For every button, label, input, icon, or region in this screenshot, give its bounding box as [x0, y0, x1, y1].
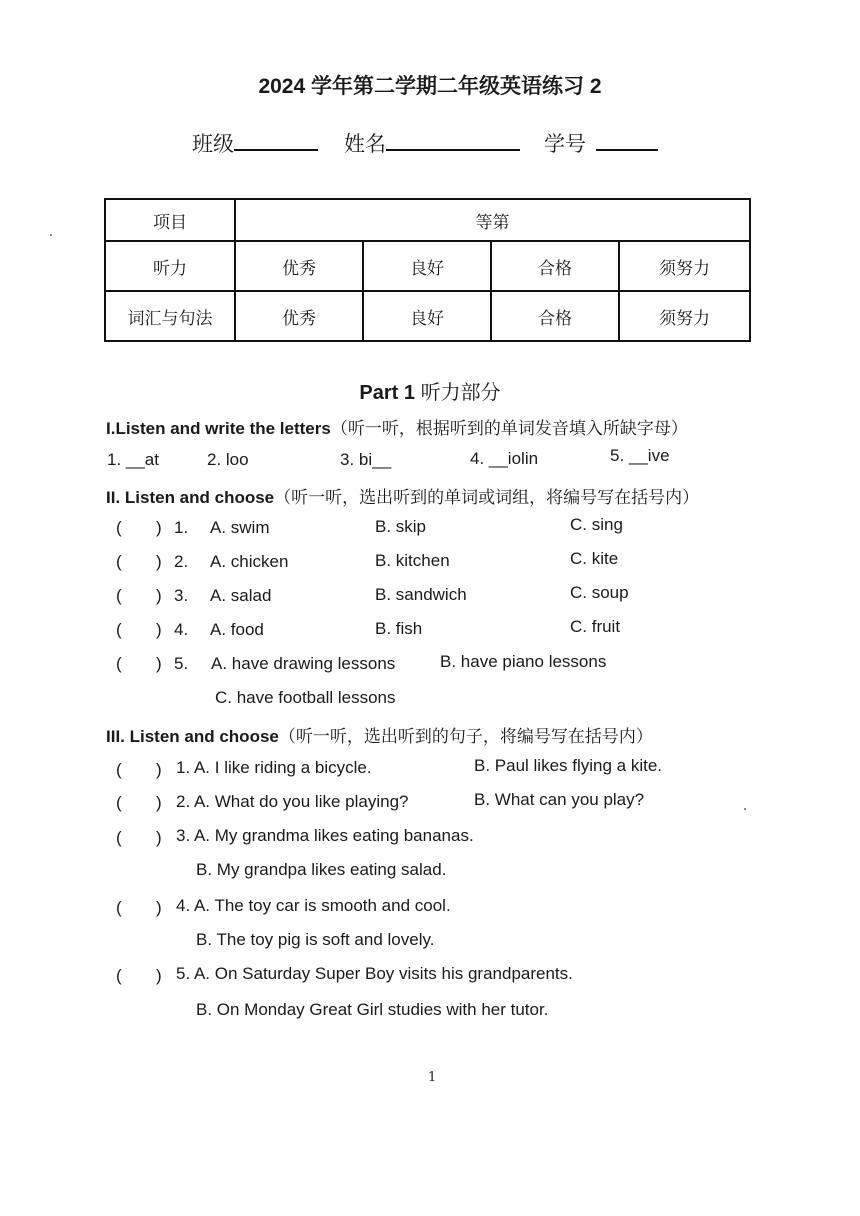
table-row-item: 听力	[105, 241, 235, 291]
class-field	[192, 128, 318, 158]
section1-item: 2. loo	[207, 450, 249, 469]
section3-title: III. Listen and choose	[106, 727, 279, 746]
question-number: 2.	[174, 552, 189, 571]
sentence-option-a: 1. A. I like riding a bicycle.	[176, 758, 372, 777]
page-title: 2024 学年第二学期二年级英语练习 2	[258, 75, 602, 98]
name-label: 姓名	[344, 133, 386, 156]
section3-instruction: （听一听，选出听到的句子，将编号写在括号内）	[278, 727, 653, 746]
table-header-item: 项目	[105, 199, 235, 241]
sentence-option-a: 4. A. The toy car is smooth and cool.	[176, 896, 451, 915]
option-c: C. kite	[570, 549, 619, 568]
answer-bracket-open[interactable]: (	[116, 760, 122, 779]
sentence-option-b: B. On Monday Great Girl studies with her tutor.	[196, 1000, 549, 1019]
table-row-item: 词汇与句法	[105, 291, 235, 341]
student-number-field	[544, 128, 658, 158]
sentence-option-b: B. What can you play?	[474, 790, 645, 809]
option-a: A. food	[210, 620, 264, 639]
name-field	[344, 128, 520, 158]
answer-bracket-open[interactable]: (	[116, 654, 122, 673]
answer-bracket-open[interactable]: (	[116, 586, 122, 605]
student-number-blank[interactable]	[596, 129, 658, 151]
answer-bracket-close: )	[156, 828, 162, 847]
section2-heading	[106, 483, 699, 508]
option-a: A. salad	[210, 586, 272, 605]
answer-bracket-open[interactable]: (	[116, 552, 122, 571]
scan-speck	[744, 808, 746, 810]
answer-bracket-open[interactable]: (	[116, 518, 122, 537]
section2-title: II. Listen and choose	[106, 488, 275, 507]
section1-title: I.Listen and write the letters	[106, 419, 331, 438]
answer-bracket-close: )	[156, 518, 162, 537]
table-row	[105, 241, 750, 291]
sentence-option-a: 2. A. What do you like playing?	[176, 792, 409, 811]
answer-bracket-close: )	[156, 793, 162, 812]
question-number: 4.	[174, 620, 189, 639]
table-header-grade: 等第	[235, 199, 750, 241]
section1-item: 1. __at	[107, 450, 159, 469]
option-c: C. sing	[570, 515, 623, 534]
grade-table	[104, 198, 751, 342]
sentence-option-b: B. The toy pig is soft and lovely.	[196, 930, 435, 949]
grade-cell[interactable]: 须努力	[619, 291, 750, 341]
section1-item: 3. bi__	[340, 450, 392, 469]
grade-cell[interactable]: 须努力	[619, 241, 750, 291]
sentence-option-a: 3. A. My grandma likes eating bananas.	[176, 826, 474, 845]
section1-heading	[106, 414, 688, 439]
sentence-option-b: B. My grandpa likes eating salad.	[196, 860, 447, 879]
student-number-label: 学号	[544, 133, 586, 156]
section1-item: 4. __iolin	[470, 449, 539, 468]
table-row	[105, 291, 750, 341]
answer-bracket-close: )	[156, 966, 162, 985]
grade-cell[interactable]: 优秀	[235, 241, 363, 291]
question-number: 1.	[174, 518, 189, 537]
section1-item: 5. __ive	[610, 446, 670, 465]
answer-bracket-open[interactable]: (	[116, 828, 122, 847]
part-label: Part 1	[359, 382, 416, 404]
class-label: 班级	[192, 133, 234, 156]
answer-bracket-close: )	[156, 760, 162, 779]
option-a: A. have drawing lessons	[211, 654, 396, 673]
answer-bracket-open[interactable]: (	[116, 793, 122, 812]
class-blank[interactable]	[234, 129, 318, 151]
sentence-option-b: B. Paul likes flying a kite.	[474, 756, 663, 775]
grade-cell[interactable]: 合格	[491, 291, 619, 341]
scan-speck	[50, 234, 52, 236]
answer-bracket-close: )	[156, 620, 162, 639]
answer-bracket-open[interactable]: (	[116, 966, 122, 985]
answer-bracket-close: )	[156, 898, 162, 917]
sentence-option-a: 5. A. On Saturday Super Boy visits his grandparents.	[176, 964, 573, 983]
grade-cell[interactable]: 良好	[363, 291, 491, 341]
grade-cell[interactable]: 合格	[491, 241, 619, 291]
answer-bracket-open[interactable]: (	[116, 620, 122, 639]
part-heading	[0, 376, 860, 405]
question-number: 3.	[174, 586, 189, 605]
option-b: B. sandwich	[375, 585, 467, 604]
section2-instruction: （听一听，选出听到的单词或词组，将编号写在括号内）	[274, 488, 700, 507]
section3-heading	[106, 722, 653, 747]
option-b: B. skip	[375, 517, 427, 536]
option-c: C. have football lessons	[215, 688, 396, 707]
name-blank[interactable]	[386, 129, 520, 151]
answer-bracket-close: )	[156, 586, 162, 605]
option-a: A. chicken	[210, 552, 289, 571]
option-b: B. kitchen	[375, 551, 450, 570]
section1-instruction: （听一听，根据听到的单词发音填入所缺字母）	[330, 419, 688, 438]
option-b: B. fish	[375, 619, 423, 638]
option-c: C. soup	[570, 583, 629, 602]
option-b: B. have piano lessons	[440, 652, 607, 671]
answer-bracket-close: )	[156, 654, 162, 673]
question-number: 5.	[174, 654, 189, 673]
part-title: 听力部分	[420, 382, 501, 404]
option-a: A. swim	[210, 518, 270, 537]
answer-bracket-open[interactable]: (	[116, 898, 122, 917]
answer-bracket-close: )	[156, 552, 162, 571]
option-c: C. fruit	[570, 617, 621, 636]
grade-cell[interactable]: 良好	[363, 241, 491, 291]
grade-cell[interactable]: 优秀	[235, 291, 363, 341]
page-number: 1	[428, 1070, 437, 1085]
table-header-row	[105, 199, 750, 241]
